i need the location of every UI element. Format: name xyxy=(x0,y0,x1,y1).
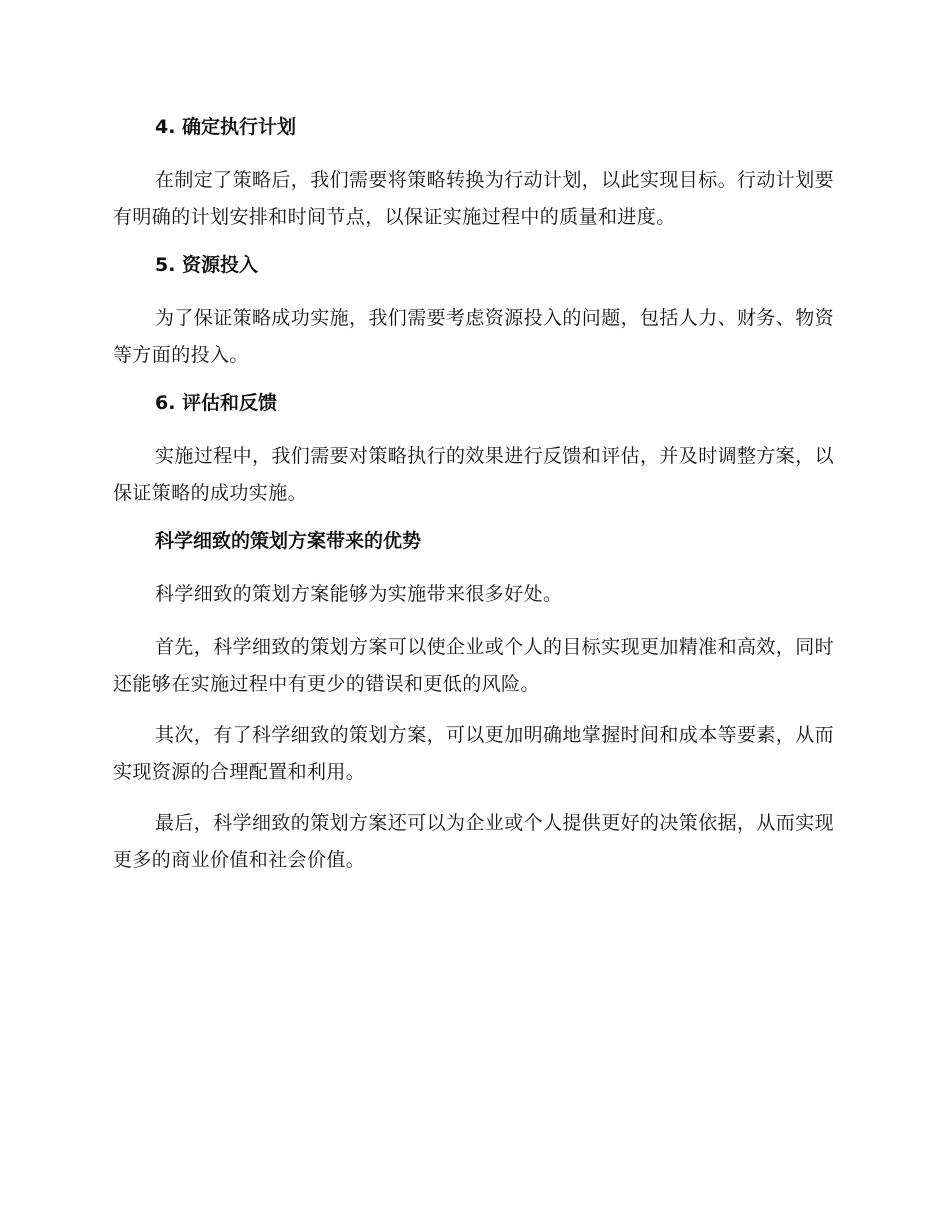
section-advantages xyxy=(113,526,837,879)
section-evaluation-feedback xyxy=(113,388,837,512)
section-heading: 科学细致的策划方案带来的优势 xyxy=(155,530,422,552)
paragraph: 实施过程中，我们需要对策略执行的效果进行反馈和评估，并及时调整方案，以保证策略的成功实施。 xyxy=(113,445,835,504)
section-heading: 6. 评估和反馈 xyxy=(155,392,278,414)
document-body xyxy=(113,112,837,893)
paragraph: 最后，科学细致的策划方案还可以为企业或个人提供更好的决策依据，从而实现更多的商业价值和社会价值。 xyxy=(113,812,835,871)
section-heading: 4. 确定执行计划 xyxy=(155,116,297,138)
section-heading: 5. 资源投入 xyxy=(155,254,259,276)
paragraph: 其次，有了科学细致的策划方案，可以更加明确地掌握时间和成本等要素，从而实现资源的合理配置和利用。 xyxy=(113,724,835,783)
paragraph: 科学细致的策划方案能够为实施带来很多好处。 xyxy=(155,583,563,605)
section-execution-plan xyxy=(113,112,837,236)
paragraph: 首先，科学细致的策划方案可以使企业或个人的目标实现更加精准和高效，同时还能够在实施过程中有更少的错误和更低的风险。 xyxy=(113,636,835,695)
paragraph: 为了保证策略成功实施，我们需要考虑资源投入的问题，包括人力、财务、物资等方面的投入。 xyxy=(113,307,835,366)
paragraph: 在制定了策略后，我们需要将策略转换为行动计划，以此实现目标。行动计划要有明确的计划安排和时间节点，以保证实施过程中的质量和进度。 xyxy=(113,169,835,228)
section-resource-input xyxy=(113,250,837,374)
